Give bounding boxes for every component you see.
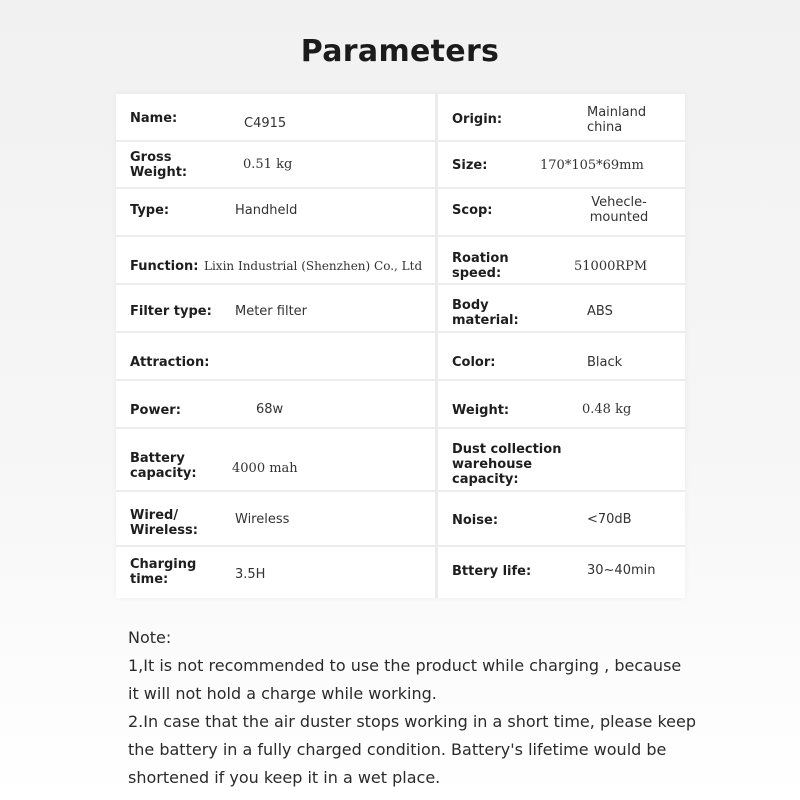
table-row (116, 491, 685, 546)
weight-label: Weight: (452, 403, 510, 418)
table-row (116, 285, 685, 332)
dust-capacity-label: Dust collection warehouse capacity: (452, 442, 562, 487)
note-line: 1,It is not recommended to use the product while charging , because (128, 656, 682, 675)
note-line: shortened if you keep it in a wet place. (128, 768, 441, 787)
wired-wireless-label: Wired/ Wireless: (130, 508, 198, 538)
weight-value: 0.48 kg (582, 402, 632, 417)
battery-capacity-label: Battery capacity: (130, 451, 197, 481)
battery-capacity-value: 4000 mah (232, 461, 298, 476)
color-value: Black (587, 355, 623, 370)
body-material-value: ABS (587, 304, 613, 319)
body-material-label: Body material: (452, 298, 519, 328)
size-label: Size: (452, 158, 488, 173)
table-row (116, 94, 685, 141)
table-row (116, 381, 685, 428)
charging-time-value: 3.5H (235, 567, 266, 582)
wired-wireless-value: Wireless (235, 512, 290, 527)
name-value: C4915 (244, 116, 287, 131)
name-label: Name: (130, 111, 178, 126)
note-section (128, 624, 728, 792)
attraction-label: Attraction: (130, 355, 210, 370)
power-value: 68w (256, 402, 284, 417)
power-label: Power: (130, 403, 181, 418)
noise-value: <70dB (587, 512, 632, 527)
scop-value: Vehecle- mounted (589, 195, 649, 225)
gross-weight-label: Gross Weight: (130, 150, 188, 180)
origin-value: Mainland china (587, 105, 647, 135)
table-row (116, 189, 685, 236)
note-line: it will not hold a charge while working. (128, 684, 437, 703)
filter-type-label: Filter type: (130, 304, 212, 319)
note-line: the battery in a fully charged condition. Battery's lifetime would be (128, 740, 667, 759)
scop-label: Scop: (452, 203, 493, 218)
note-heading: Note: (128, 628, 172, 647)
origin-label: Origin: (452, 112, 503, 127)
charging-time-label: Charging time: (130, 557, 197, 587)
table-row (116, 237, 685, 284)
type-value: Handheld (235, 203, 298, 218)
page-title: Parameters (300, 34, 500, 69)
note-line: 2.In case that the air duster stops working in a short time, please keep (128, 712, 696, 731)
color-label: Color: (452, 355, 496, 370)
battery-life-label: Bttery life: (452, 564, 532, 579)
table-row (116, 141, 685, 188)
battery-life-value: 30~40min (587, 563, 656, 578)
size-value: 170*105*69mm (540, 158, 644, 173)
table-row (116, 429, 685, 491)
rotation-speed-value: 51000RPM (574, 259, 648, 274)
parameters-table (116, 94, 685, 598)
function-label: Function: (130, 259, 199, 274)
type-label: Type: (130, 203, 170, 218)
function-value: Lixin Industrial (Shenzhen) Co., Ltd (204, 259, 423, 273)
filter-type-value: Meter filter (235, 304, 308, 319)
gross-weight-value: 0.51 kg (243, 157, 293, 172)
noise-label: Noise: (452, 513, 499, 528)
rotation-speed-label: Roation speed: (452, 251, 509, 281)
table-row (116, 333, 685, 380)
table-row (116, 546, 685, 598)
